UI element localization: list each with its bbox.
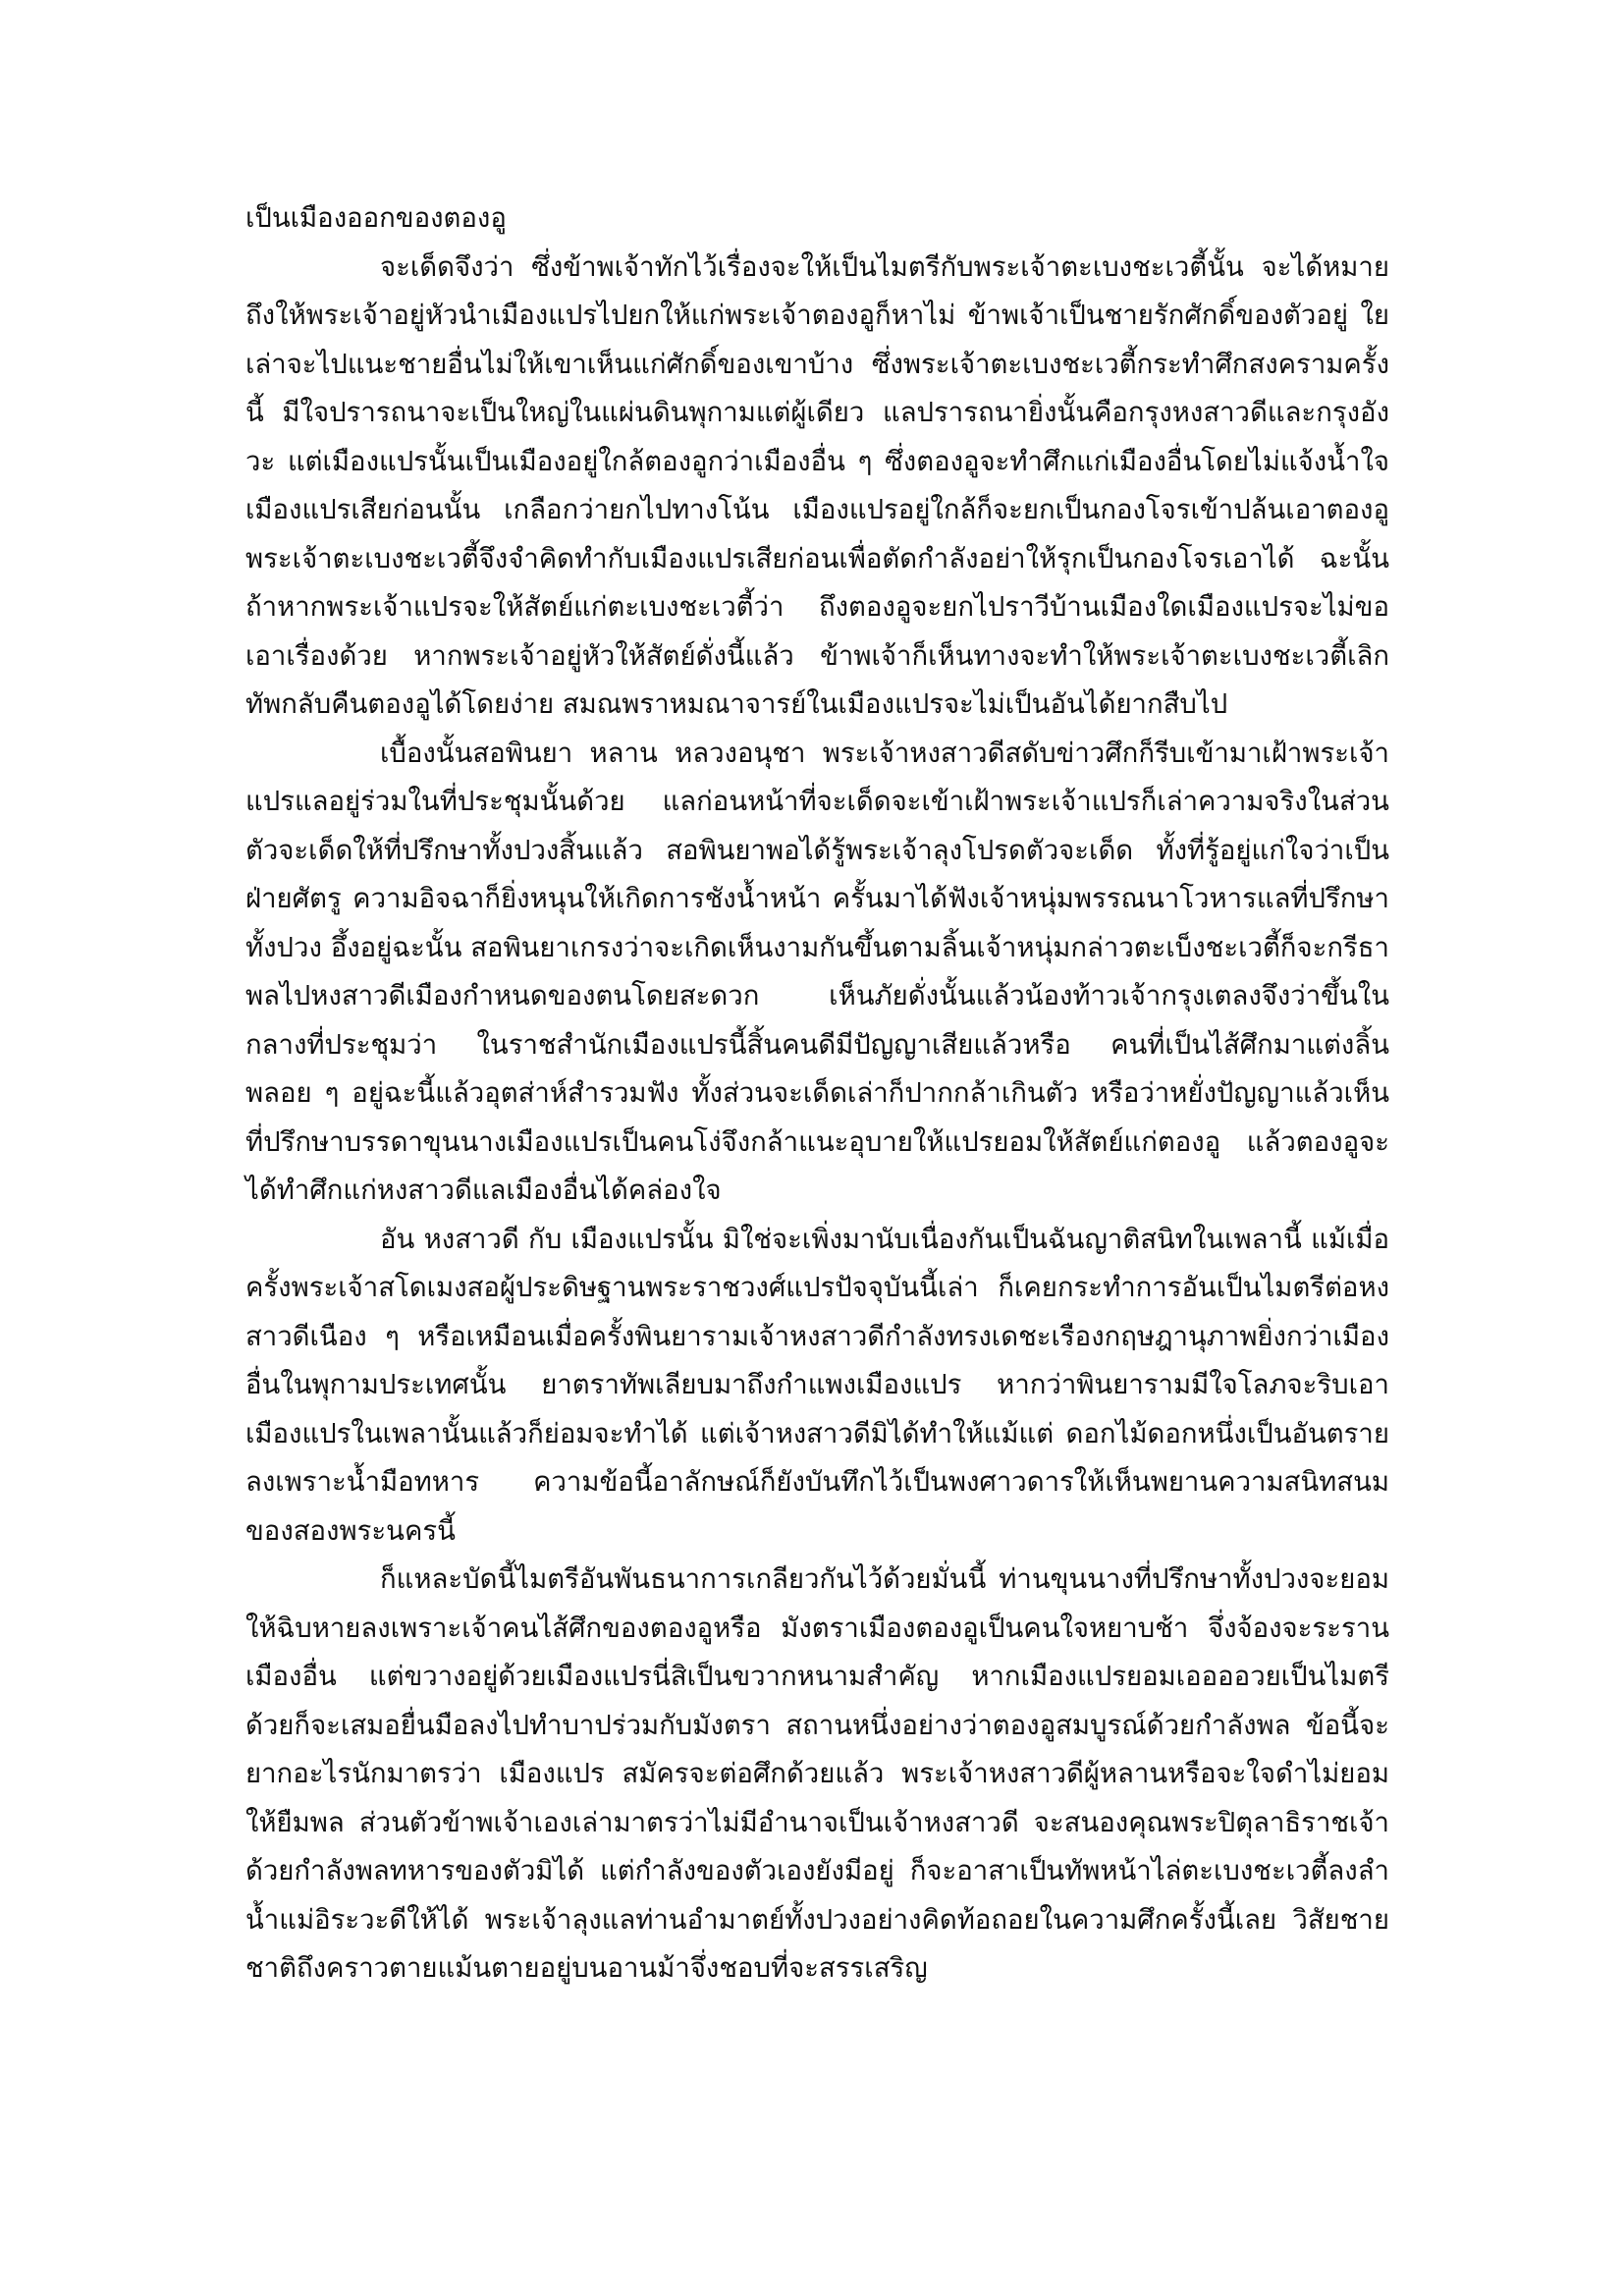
paragraph: อัน หงสาวดี กับ เมืองแปรนั้น มิใช่จะเพิ่งมานับเนื่องกันเป็นฉันญาติสนิทในเพลานี้ แม้เมื่อครั้งพระเจ้าสโดเมงสอผู้ประดิษฐานพระราชวงศ์แปรปัจจุบันนี้เล่า ก็เคยกระทำการอันเป็นไมตรีต่อหงสาวดีเนือง ๆ หรือเหมือนเมื่อครั้งพินยารามเจ้าหงสาวดีกำลังทรงเดชะเรืองกฤษฎานุภาพยิ่งกว่าเมืองอื่นในพุกามประเทศนั้น ยาตราทัพเลียบมาถึงกำแพงเมืองแปร หากว่าพินยารามมีใจโลภจะริบเอาเมืองแปรในเพลานั้นแล้วก็ย่อมจะทำได้ แต่เจ้าหงสาวดีมิได้ทำให้แม้แต่ ดอกไม้ดอกหนึ่งเป็นอันตรายลงเพราะน้ำมือทหาร ความข้อนี้อาลักษณ์ก็ยังบันทึกไว้เป็นพงศาวดารให้เห็นพยานความสนิทสนมของสองพระนครนี้ — [245, 1223, 1389, 1547]
paragraph: เบื้องนั้นสอพินยา หลาน หลวงอนุชา พระเจ้าหงสาวดีสดับข่าวศึกก็รีบเข้ามาเฝ้าพระเจ้าแปรแลอยู่ร่วมในที่ประชุมนั้นด้วย แลก่อนหน้าที่จะเด็ดจะเข้าเฝ้าพระเจ้าแปรก็เล่าความจริงในส่วนตัวจะเด็ดให้ที่ปรึกษาทั้งปวงสิ้นแล้ว สอพินยาพอได้รู้พระเจ้าลุงโปรดตัวจะเด็ด ทั้งที่รู้อยู่แก่ใจว่าเป็นฝ่ายศัตรู ความอิจฉาก็ยิ่งหนุนให้เกิดการชังน้ำหน้า ครั้นมาได้ฟังเจ้าหนุ่มพรรณนาโวหารแลที่ปรึกษาทั้งปวง อึ้งอยู่ฉะนั้น สอพินยาเกรงว่าจะเกิดเห็นงามกันขึ้นตามลิ้นเจ้าหนุ่มกล่าวตะเบ็งชะเวตี้ก็จะกรีธาพลไปหงสาวดีเมืองกำหนดของตนโดยสะดวก เห็นภัยดั่งนั้นแล้วน้องท้าวเจ้ากรุงเตลงจึงว่าขึ้นในกลางที่ประชุมว่า ในราชสำนักเมืองแปรนี้สิ้นคนดีมีปัญญาเสียแล้วหรือ คนที่เป็นไส้ศึกมาแต่งลิ้นพลอย ๆ อยู่ฉะนี้แล้วอุตส่าห์สำรวมฟัง ทั้งส่วนจะเด็ดเล่าก็ปากกล้าเกินตัว หรือว่าหยั่งปัญญาแล้วเห็นที่ปรึกษาบรรดาขุนนางเมืองแปรเป็นคนโง่จึงกล้าแนะอุบายให้แปรยอมให้สัตย์แก่ตองอู แล้วตองอูจะได้ทำศึกแก่หงสาวดีแลเมืองอื่นได้คล่องใจ — [245, 737, 1389, 1206]
paragraph: จะเด็ดจึงว่า ซึ่งข้าพเจ้าทักไว้เรื่องจะให้เป็นไมตรีกับพระเจ้าตะเบงชะเวตี้นั้น จะได้หมายถึงให้พระเจ้าอยู่หัวนำเมืองแปรไปยกให้แก่พระเจ้าตองอูก็หาไม่ ข้าพเจ้าเป็นชายรักศักดิ์ของตัวอยู่ ใยเล่าจะไปแนะชายอื่นไม่ให้เขาเห็นแก่ศักดิ์ของเขาบ้าง ซึ่งพระเจ้าตะเบงชะเวตี้กระทำศึกสงครามครั้งนี้ มีใจปรารถนาจะเป็นใหญ่ในแผ่นดินพุกามแต่ผู้เดียว แลปรารถนายิ่งนั้นคือกรุงหงสาวดีและกรุงอังวะ แต่เมืองแปรนั้นเป็นเมืองอยู่ใกล้ตองอูกว่าเมืองอื่น ๆ ซึ่งตองอูจะทำศึกแก่เมืองอื่นโดยไม่แจ้งน้ำใจเมืองแปรเสียก่อนนั้น เกลือกว่ายกไปทางโน้น เมืองแปรอยู่ใกล้ก็จะยกเป็นกองโจรเข้าปล้นเอาตองอู พระเจ้าตะเบงชะเวตี้จึงจำคิดทำกับเมืองแปรเสียก่อนเพื่อตัดกำลังอย่าให้รุกเป็นกองโจรเอาได้ ฉะนั้นถ้าหากพระเจ้าแปรจะให้สัตย์แก่ตะเบงชะเวตี้ว่า ถึงตองอูจะยกไปราวีบ้านเมืองใดเมืองแปรจะไม่ขอเอาเรื่องด้วย หากพระเจ้าอยู่หัวให้สัตย์ดั่งนี้แล้ว ข้าพเจ้าก็เห็นทางจะทำให้พระเจ้าตะเบงชะเวตี้เลิกทัพกลับคืนตองอูได้โดยง่าย สมณพราหมณาจารย์ในเมืองแปรจะไม่เป็นอันได้ยากสืบไป — [245, 250, 1389, 720]
paragraph: เป็นเมืองออกของตองอู — [245, 202, 507, 234]
paragraph: ก็แหละบัดนี้ไมตรีอันพันธนาการเกลียวกันไว้ด้วยมั่นนี้ ท่านขุนนางที่ปรึกษาทั้งปวงจะยอมให้ฉิบหายลงเพราะเจ้าคนไส้ศึกของตองอูหรือ มังตราเมืองตองอูเป็นคนใจหยาบช้า จึ่งจ้องจะระรานเมืองอื่น แต่ขวางอยู่ด้วยเมืองแปรนี่สิเป็นขวากหนามสำคัญ หากเมืองแปรยอมเออออวยเป็นไมตรีด้วยก็จะเสมอยื่นมือลงไปทำบาปร่วมกับมังตรา สถานหนึ่งอย่างว่าตองอูสมบูรณ์ด้วยกำลังพล ข้อนี้จะยากอะไรนักมาตรว่า เมืองแปร สมัครจะต่อศึกด้วยแล้ว พระเจ้าหงสาวดีผู้หลานหรือจะใจดำไม่ยอมให้ยืมพล ส่วนตัวข้าพเจ้าเองเล่ามาตรว่าไม่มีอำนาจเป็นเจ้าหงสาวดี จะสนองคุณพระปิตุลาธิราชเจ้าด้วยกำลังพลทหารของตัวมิได้ แต่กำลังของตัวเองยังมีอยู่ ก็จะอาสาเป็นทัพหน้าไล่ตะเบงชะเวตี้ลงลำน้ำแม่อิระวะดีให้ได้ พระเจ้าลุงแลท่านอำมาตย์ทั้งปวงอย่างคิดท้อถอยในความศึกครั้งนี้เลย วิสัยชายชาติถึงคราวตายแม้นตายอยู่บนอานม้าจึ่งชอบที่จะสรรเสริญ — [245, 1563, 1389, 1984]
body-text — [245, 194, 1389, 1994]
